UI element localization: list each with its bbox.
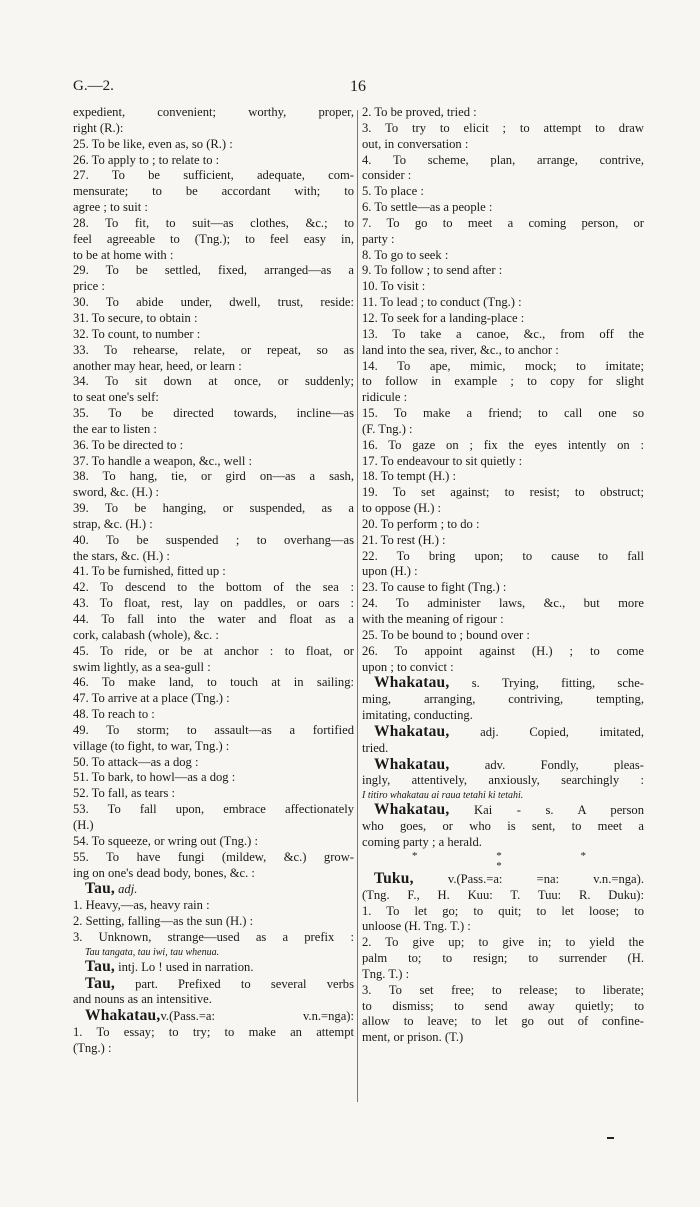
text-line: 31. To secure, to obtain : [73,310,198,325]
text-line: allow to leave; to let go out of confine- [362,1014,644,1029]
text-line: 20. To perform ; to do : [362,516,480,531]
text-line: 11. To lead ; to conduct (Tng.) : [362,295,522,310]
headword: Whakatau, [374,755,450,773]
text-line: 3. To set free; to release; to liberate; [362,982,644,997]
text-line: 28. To fit, to suit—as clothes, &c.; to [73,215,354,230]
text-line: 25. To be like, even as, so (R.) : [73,136,233,151]
text-line: expedient, convenient; worthy, proper, [73,105,354,119]
dictionary-headword-line [362,724,644,741]
headword-definition: adv. Fondly, pleas- [449,757,644,772]
text-line: 47. To arrive at a place (Tng.) : [73,691,230,706]
text-line: 7. To go to meet a coming person, or [362,215,644,230]
headword: Whakatau, [374,722,450,740]
dictionary-headword-line [73,1008,354,1025]
headword-definition: v.(Pass.=a: v.n.=nga): [160,1009,354,1024]
text-line: 15. To make a friend; to call one so [362,406,644,421]
page-number: 16 [350,78,366,95]
text-line: 12. To seek for a landing-place : [362,310,525,325]
text-line: to be at home with : [73,247,174,262]
section-separator: * * * * [412,849,624,872]
text-line: 38. To hang, tie, or gird on—as a sash, [73,469,354,484]
text-line: consider : [362,168,412,183]
text-line: the stars, &c. (H.) : [73,548,170,563]
text-line: land into the sea, river, &c., to anchor : [362,342,559,357]
text-line: to dismiss; to send away quietly; to [362,998,644,1013]
text-line: 27. To be sufficient, adequate, com- [73,168,354,183]
text-line: 41. To be furnished, fitted up : [73,564,226,579]
text-line: 48. To reach to : [73,707,155,722]
text-line: 2. To be proved, tried : [362,105,477,119]
text-line: swim lightly, as a sea-gull : [73,659,211,674]
text-line: 9. To follow ; to send after : [362,263,503,278]
text-line: 8. To go to seek : [362,247,449,262]
text-line: 24. To administer laws, &c., but more [362,596,644,611]
page-header [73,78,660,100]
text-line: 22. To bring upon; to cause to fall [362,548,644,563]
text-line: out, in conversation : [362,136,469,151]
text-line: 40. To be suspended ; to overhang—as [73,532,354,547]
headword: Tuku, [374,869,414,887]
headword: Whakatau, [374,801,450,819]
text-line: 26. To appoint against (H.) ; to come [362,643,644,658]
text-line: 54. To squeeze, or wring out (Tng.) : [73,833,258,848]
printer-mark [607,1137,614,1139]
text-line: coming party ; a herald. [362,834,482,849]
text-line: 35. To be directed towards, incline—as [73,406,354,421]
dictionary-headword-line [362,757,644,774]
headword: Tau, [85,974,115,992]
text-line: ridicule : [362,390,408,405]
text-line: price : [73,279,105,294]
headword: Whakatau, [374,674,450,692]
text-line: 49. To storm; to assault—as a fortified [73,722,354,737]
text-line: 36. To be directed to : [73,437,184,452]
dictionary-headword-line [362,675,644,692]
text-line: 1. To essay; to try; to make an attempt [73,1025,354,1040]
text-line: 33. To rehearse, relate, or repeat, so as [73,342,354,357]
text-line: to follow in example ; to copy for slight [362,374,644,389]
headword-definition: s. Trying, fitting, sche- [449,676,644,691]
text-line: 32. To count, to number : [73,326,201,341]
left-column [73,105,354,1057]
text-line: who goes, or who is sent, to meet a [362,819,644,834]
text-line: (H.) [73,817,94,832]
text-line: to oppose (H.) : [362,501,442,516]
text-line: cork, calabash (whole), &c. : [73,627,219,642]
headword-definition: part. Prefixed to several verbs [114,976,354,991]
text-line: 51. To bark, to howl—as a dog : [73,770,236,785]
text-line: tried. [362,740,389,755]
example-line: I titiro whakatau ai raua tetahi ki tetahi. [362,790,524,802]
text-line: (Tng. F., H. Kuu: T. Tuu: R. Duku): [362,887,644,902]
text-line: 19. To set against; to resist; to obstruct; [362,485,644,500]
right-column [362,105,644,1046]
text-line: right (R.): [73,120,124,135]
text-line: Tng. T.) : [362,966,410,981]
headword: Whakatau, [85,1007,161,1025]
text-line: 52. To fall, as tears : [73,786,176,801]
text-line: party : [362,231,395,246]
text-line: (Tng.) : [73,1040,112,1055]
text-line: 2. To give up; to give in; to yield the [362,935,644,950]
dictionary-headword-line [73,959,354,976]
dictionary-headword-line [362,871,644,888]
text-line: upon (H.) : [362,564,418,579]
text-line: 1. Heavy,—as, heavy rain : [73,898,210,913]
text-line: to seat one's self: [73,390,159,405]
headword: Tau, [85,880,115,898]
text-line: village (to fight, to war, Tng.) : [73,738,230,753]
text-line: 5. To place : [362,184,424,199]
text-line: ing on one's dead body, bones, &c. : [73,865,255,880]
text-line: 50. To attack—as a dog : [73,754,199,769]
text-line: 29. To be settled, fixed, arranged—as a [73,263,354,278]
text-line: mensurate; to be accordant with; to [73,184,354,199]
text-line: 39. To be hanging, or suspended, as a [73,501,354,516]
text-line: 10. To visit : [362,279,426,294]
text-line: 1. To let go; to quit; to let loose; to [362,903,644,918]
text-line: another may hear, heed, or learn : [73,358,242,373]
text-line: ming, arranging, contriving, tempting, [362,692,644,707]
column-divider [357,110,358,1102]
headword-definition: adj. [114,882,138,897]
text-line: 18. To tempt (H.) : [362,469,457,484]
text-line: 16. To gaze on ; fix the eyes intently on : [362,437,644,452]
text-line: 53. To fall upon, embrace affectionately [73,802,354,817]
text-line: 13. To take a canoe, &c., from off the [362,326,644,341]
text-line: imitating, conducting. [362,708,473,723]
text-line: with the meaning of rigour : [362,612,504,626]
text-line: 45. To ride, or be at anchor : to float, or [73,643,354,658]
headword-definition: adj. Copied, imitated, [449,724,644,739]
text-line: 3. Unknown, strange—used as a prefix : [73,929,354,944]
example-line: Tau tangata, tau iwi, tau whenua. [85,946,220,958]
text-line: 4. To scheme, plan, arrange, contrive, [362,152,644,167]
text-line: 43. To float, rest, lay on paddles, or oars : [73,596,354,611]
text-line: 25. To be bound to ; bound over : [362,627,530,642]
text-line: palm to; to resign; to surrender (H. [362,951,644,966]
page-reference: G.—2. [73,78,114,94]
text-line: sword, &c. (H.) : [73,485,160,500]
text-line: 2. Setting, falling—as the sun (H.) : [73,914,254,929]
dictionary-headword-line [362,802,644,819]
text-line: 30. To abide under, dwell, trust, reside: [73,295,354,310]
dictionary-headword-line [73,976,354,993]
text-line: 17. To endeavour to sit quietly : [362,453,523,468]
headword-definition: intj. Lo ! used in narration. [114,959,254,974]
text-line: strap, &c. (H.) : [73,516,153,531]
text-line: 14. To ape, mimic, mock; to imitate; [362,358,644,373]
headword: Tau, [85,957,115,975]
text-line: agree ; to suit : [73,200,148,215]
text-line: 6. To settle—as a people : [362,200,493,215]
text-line: and nouns as an intensitive. [73,992,212,1007]
text-line: unloose (H. Tng. T.) : [362,919,471,934]
headword-definition: v.(Pass.=a: =na: v.n.=nga). [413,871,644,886]
text-line: upon ; to convict : [362,659,454,674]
text-line: 42. To descend to the bottom of the sea : [73,580,354,595]
text-line: 34. To sit down at once, or suddenly; [73,374,354,389]
text-line: feel agreeable to (Tng.); to feel easy in, [73,231,354,246]
headword-definition: Kai - s. A person [449,803,644,818]
text-line: the ear to listen : [73,421,157,436]
text-line: 46. To make land, to touch at in sailing: [73,675,354,690]
text-line: 23. To cause to fight (Tng.) : [362,580,507,595]
text-line: 21. To rest (H.) : [362,532,446,547]
dictionary-headword-line [73,881,354,898]
text-line: ment, or prison. (T.) [362,1030,464,1045]
text-line: 3. To try to elicit ; to attempt to draw [362,120,644,135]
text-line: 44. To fall into the water and float as a [73,612,354,626]
text-line: ingly, attentively, anxiously, searchingly : [362,773,644,788]
text-line: (F. Tng.) : [362,421,413,436]
text-line: 26. To apply to ; to relate to : [73,152,220,167]
text-line: 37. To handle a weapon, &c., well : [73,453,252,468]
text-line: 55. To have fungi (mildew, &c.) grow- [73,849,354,864]
